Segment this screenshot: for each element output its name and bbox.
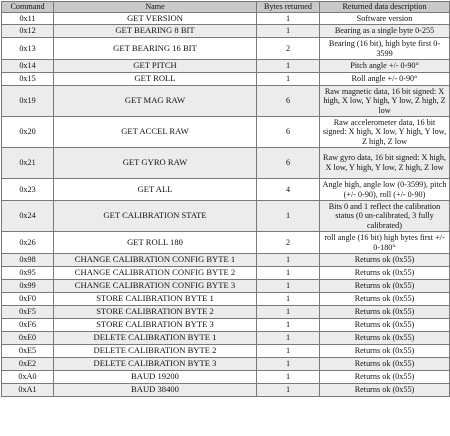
command-name-cell: GET ALL: [54, 179, 257, 201]
description-cell: Bearing (16 bit), high byte first 0-3599: [320, 38, 450, 60]
table-row: [2, 73, 450, 86]
description-cell: Raw gyro data, 16 bit signed: X high, X low, Y high, Y low, Z high, Z low: [320, 148, 450, 179]
description-cell: Returns ok (0x55): [320, 319, 450, 332]
description-cell: Angle high, angle low (0-3599), pitch (+/- 0-90), roll (+/- 0-90): [320, 179, 450, 201]
command-name-cell: GET BEARING 8 BIT: [54, 25, 257, 38]
description-cell: Returns ok (0x55): [320, 306, 450, 319]
table-row: [2, 60, 450, 73]
bytes-returned-cell: 1: [257, 358, 320, 371]
command-code-cell: 0xF0: [2, 293, 54, 306]
bytes-returned-cell: 1: [257, 60, 320, 73]
command-name-cell: DELETE CALIBRATION BYTE 1: [54, 332, 257, 345]
table-row: [2, 117, 450, 148]
table-row: [2, 306, 450, 319]
command-name-cell: DELETE CALIBRATION BYTE 2: [54, 345, 257, 358]
command-code-cell: 0xE5: [2, 345, 54, 358]
command-code-cell: 0xF5: [2, 306, 54, 319]
description-cell: Returns ok (0x55): [320, 293, 450, 306]
command-name-cell: GET BEARING 16 BIT: [54, 38, 257, 60]
command-name-cell: CHANGE CALIBRATION CONFIG BYTE 2: [54, 267, 257, 280]
header-name: Name: [54, 2, 257, 13]
bytes-returned-cell: 1: [257, 293, 320, 306]
command-code-cell: 0x15: [2, 73, 54, 86]
bytes-returned-cell: 1: [257, 319, 320, 332]
table-row: [2, 332, 450, 345]
command-name-cell: GET MAG RAW: [54, 86, 257, 117]
bytes-returned-cell: 1: [257, 201, 320, 232]
command-code-cell: 0x99: [2, 280, 54, 293]
command-code-cell: 0x24: [2, 201, 54, 232]
description-cell: Returns ok (0x55): [320, 345, 450, 358]
description-cell: Raw magnetic data, 16 bit signed: X high, X low, Y high, Y low, Z high, Z low: [320, 86, 450, 117]
command-name-cell: GET ACCEL RAW: [54, 117, 257, 148]
table-row: [2, 86, 450, 117]
table-row: [2, 267, 450, 280]
table-row: [2, 254, 450, 267]
description-cell: Returns ok (0x55): [320, 332, 450, 345]
description-cell: Returns ok (0x55): [320, 280, 450, 293]
command-code-cell: 0x14: [2, 60, 54, 73]
command-table: [1, 1, 450, 397]
command-code-cell: 0xF6: [2, 319, 54, 332]
command-code-cell: 0x20: [2, 117, 54, 148]
table-row: [2, 13, 450, 25]
command-code-cell: 0xA1: [2, 384, 54, 397]
bytes-returned-cell: 1: [257, 306, 320, 319]
command-name-cell: BAUD 38400: [54, 384, 257, 397]
command-name-cell: STORE CALIBRATION BYTE 1: [54, 293, 257, 306]
command-name-cell: GET CALIBRATION STATE: [54, 201, 257, 232]
description-cell: Returns ok (0x55): [320, 254, 450, 267]
table-body: [2, 13, 450, 397]
header-bytes-returned: Bytes returned: [257, 2, 320, 13]
bytes-returned-cell: 1: [257, 332, 320, 345]
command-name-cell: STORE CALIBRATION BYTE 3: [54, 319, 257, 332]
table-row: [2, 319, 450, 332]
table-row: [2, 148, 450, 179]
command-name-cell: CHANGE CALIBRATION CONFIG BYTE 1: [54, 254, 257, 267]
bytes-returned-cell: 1: [257, 73, 320, 86]
bytes-returned-cell: 1: [257, 384, 320, 397]
table-row: [2, 371, 450, 384]
command-code-cell: 0xE0: [2, 332, 54, 345]
table-row: [2, 201, 450, 232]
command-name-cell: GET VERSION: [54, 13, 257, 25]
command-name-cell: GET GYRO RAW: [54, 148, 257, 179]
description-cell: Raw accelerometer data, 16 bit signed: X high, X low, Y high, Y low, Z high, Z low: [320, 117, 450, 148]
command-code-cell: 0x98: [2, 254, 54, 267]
table-row: [2, 232, 450, 254]
bytes-returned-cell: 1: [257, 25, 320, 38]
bytes-returned-cell: 1: [257, 345, 320, 358]
bytes-returned-cell: 4: [257, 179, 320, 201]
description-cell: Returns ok (0x55): [320, 358, 450, 371]
description-cell: Bits 0 and 1 reflect the calibration status (0 un-calibrated, 3 fully calibrated): [320, 201, 450, 232]
bytes-returned-cell: 1: [257, 13, 320, 25]
command-table-container: [1, 1, 450, 397]
command-code-cell: 0x21: [2, 148, 54, 179]
command-name-cell: CHANGE CALIBRATION CONFIG BYTE 3: [54, 280, 257, 293]
bytes-returned-cell: 6: [257, 148, 320, 179]
command-name-cell: STORE CALIBRATION BYTE 2: [54, 306, 257, 319]
table-row: [2, 293, 450, 306]
command-code-cell: 0x13: [2, 38, 54, 60]
command-code-cell: 0xE2: [2, 358, 54, 371]
table-header: [2, 2, 450, 13]
command-code-cell: 0x12: [2, 25, 54, 38]
table-row: [2, 358, 450, 371]
header-description: Returned data description: [320, 2, 450, 13]
description-cell: Returns ok (0x55): [320, 267, 450, 280]
command-name-cell: GET ROLL 180: [54, 232, 257, 254]
bytes-returned-cell: 1: [257, 280, 320, 293]
bytes-returned-cell: 6: [257, 117, 320, 148]
command-code-cell: 0xA0: [2, 371, 54, 384]
table-row: [2, 38, 450, 60]
description-cell: Bearing as a single byte 0-255: [320, 25, 450, 38]
bytes-returned-cell: 2: [257, 232, 320, 254]
description-cell: Returns ok (0x55): [320, 371, 450, 384]
bytes-returned-cell: 6: [257, 86, 320, 117]
table-row: [2, 25, 450, 38]
table-row: [2, 345, 450, 358]
bytes-returned-cell: 2: [257, 38, 320, 60]
command-name-cell: GET PITCH: [54, 60, 257, 73]
bytes-returned-cell: 1: [257, 267, 320, 280]
command-name-cell: DELETE CALIBRATION BYTE 3: [54, 358, 257, 371]
bytes-returned-cell: 1: [257, 371, 320, 384]
description-cell: Returns ok (0x55): [320, 384, 450, 397]
header-row: [2, 2, 450, 13]
description-cell: Pitch angle +/- 0-90°: [320, 60, 450, 73]
table-row: [2, 384, 450, 397]
bytes-returned-cell: 1: [257, 254, 320, 267]
description-cell: Roll angle +/- 0-90°: [320, 73, 450, 86]
command-code-cell: 0x26: [2, 232, 54, 254]
table-row: [2, 179, 450, 201]
command-name-cell: GET ROLL: [54, 73, 257, 86]
command-code-cell: 0x11: [2, 13, 54, 25]
command-code-cell: 0x95: [2, 267, 54, 280]
command-code-cell: 0x19: [2, 86, 54, 117]
description-cell: Software version: [320, 13, 450, 25]
command-code-cell: 0x23: [2, 179, 54, 201]
command-name-cell: BAUD 19200: [54, 371, 257, 384]
description-cell: roll angle (16 bit) high bytes first +/- 0-180°: [320, 232, 450, 254]
table-row: [2, 280, 450, 293]
header-command: Command: [2, 2, 54, 13]
